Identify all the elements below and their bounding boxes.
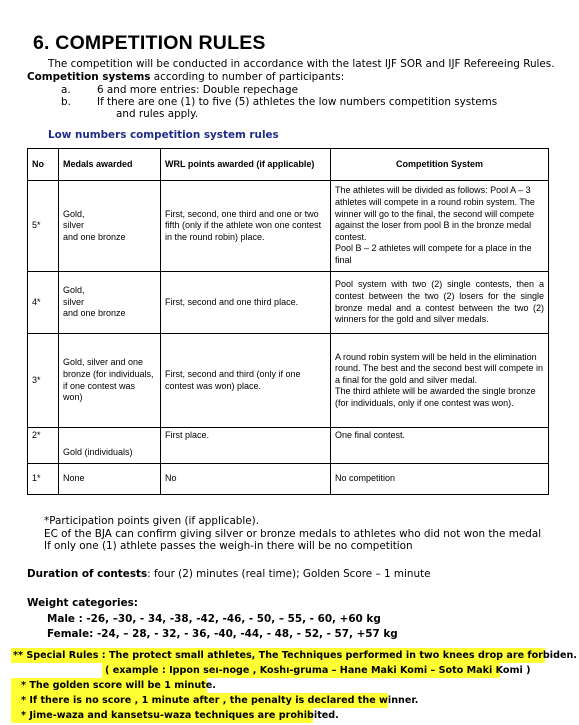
cell-medals: Gold, silver and one bronze (for individuals, if one contest was won) [59,334,161,428]
weight-female-label: Female: [47,628,94,640]
list-item-b-cont: and rules apply. [116,108,199,120]
special-rules-example: ( example : Ippon seı-noge , Koshı-gruma – Hane Maki Komi – Soto Maki Komi ) [105,665,531,676]
cell-no: 3* [28,334,59,428]
cell-system: A round robin system will be held in the elimination round. The best and the second best will compete in a final for the gold and silver medal. The third athlete will be awarded the single bronze (for individuals, only if one contest was won). [331,334,549,428]
cell-medals: Gold (individuals) [59,428,161,464]
cell-wrl: First, second and one third place. [161,272,331,334]
table-header-row [28,149,549,181]
systems-line [27,71,344,83]
cell-system: No competition [331,464,549,495]
cell-medals: Gold, silver and one bronze [59,272,161,334]
table-row [28,272,549,334]
weight-title: Weight categories: [27,597,138,609]
col-header-wrl: WRL points awarded (if applicable) [161,149,331,181]
cell-no: 1* [28,464,59,495]
weight-male-label: Male [47,613,75,625]
cell-wrl: First, second and third (only if one contest was won) place. [161,334,331,428]
section-heading: 6. COMPETITION RULES [33,32,266,54]
table-row [28,334,549,428]
note-medals: EC of the BJA can confirm giving silver or bronze medals to athletes who did not won the medal [44,528,542,540]
col-header-no: No [28,149,59,181]
cell-system: The athletes will be divided as follows: Pool A – 3 athletes will compete in a round robin system. The winner will go to the final, the second will compete against the loser from pool B in the bronze medal contest. Pool B – 2 athletes will compete for a place in the final [331,181,549,272]
cell-no: 4* [28,272,59,334]
cell-system: One final contest. [331,428,549,464]
special-rule-prohibited: * Jime-waza and kansetsu-waza techniques are prohibited. [21,710,339,721]
cell-system: Pool system with two (2) single contests, then a contest between the two (2) losers for the single bronze medal and a contest between the two (2) winners for the gold and silver medals. [331,272,549,334]
col-header-medals: Medals awarded [59,149,161,181]
note-participation: *Participation points given (if applicable). [44,515,260,527]
special-rules-line: ** Special Rules : The protect small athletes, The Techniques performed in two knees drop are forbiden. [13,650,577,661]
cell-medals: Gold, silver and one bronze [59,181,161,272]
weight-female-line [47,628,398,640]
systems-label: Competition systems [27,71,151,83]
list-item-a: 6 and more entries: Double repechage [97,84,299,96]
cell-no: 5* [28,181,59,272]
weight-female-values: -24, – 28, - 32, - 36, -40, -44, - 48, - 52, - 57, +57 kg [93,628,398,640]
table-row [28,428,549,464]
note-single-athlete: If only one (1) athlete passes the weigh-in there will be no competition [44,540,413,552]
cell-medals: None [59,464,161,495]
list-item-b: If there are one (1) to five (5) athletes the low numbers competition systems [97,96,498,108]
duration-label: Duration of contests [27,568,148,580]
systems-rest: according to number of participants: [150,71,345,83]
intro-text: The competition will be conducted in accordance with the latest IJF SOR and IJF Refereeing Rules. [48,58,555,70]
list-marker-a: a. [61,84,71,96]
list-marker-b: b. [61,96,71,108]
cell-wrl: No [161,464,331,495]
col-header-system: Competition System [331,149,549,181]
table-row [28,181,549,272]
cell-wrl: First place. [161,428,331,464]
cell-no: 2* [28,428,59,464]
competition-rules-table [27,148,549,495]
cell-wrl: First, second, one third and one or two fifth (only if the athlete won one contest in the round robin) place. [161,181,331,272]
duration-text: : four (2) minutes (real time); Golden Score – 1 minute [147,568,431,580]
special-rule-golden-score: * The golden score will be 1 minute. [21,680,216,691]
weight-male-line [47,613,381,625]
table-title: Low numbers competition system rules [48,129,279,141]
table-row [28,464,549,495]
weight-male-values: : -26, –30, - 34, -38, -42, -46, - 50, – 55, - 60, +60 kg [74,613,381,625]
duration-line [27,568,431,580]
special-rule-no-score: * If there is no score , 1 minute after , the penalty is declared the winner. [21,695,419,706]
